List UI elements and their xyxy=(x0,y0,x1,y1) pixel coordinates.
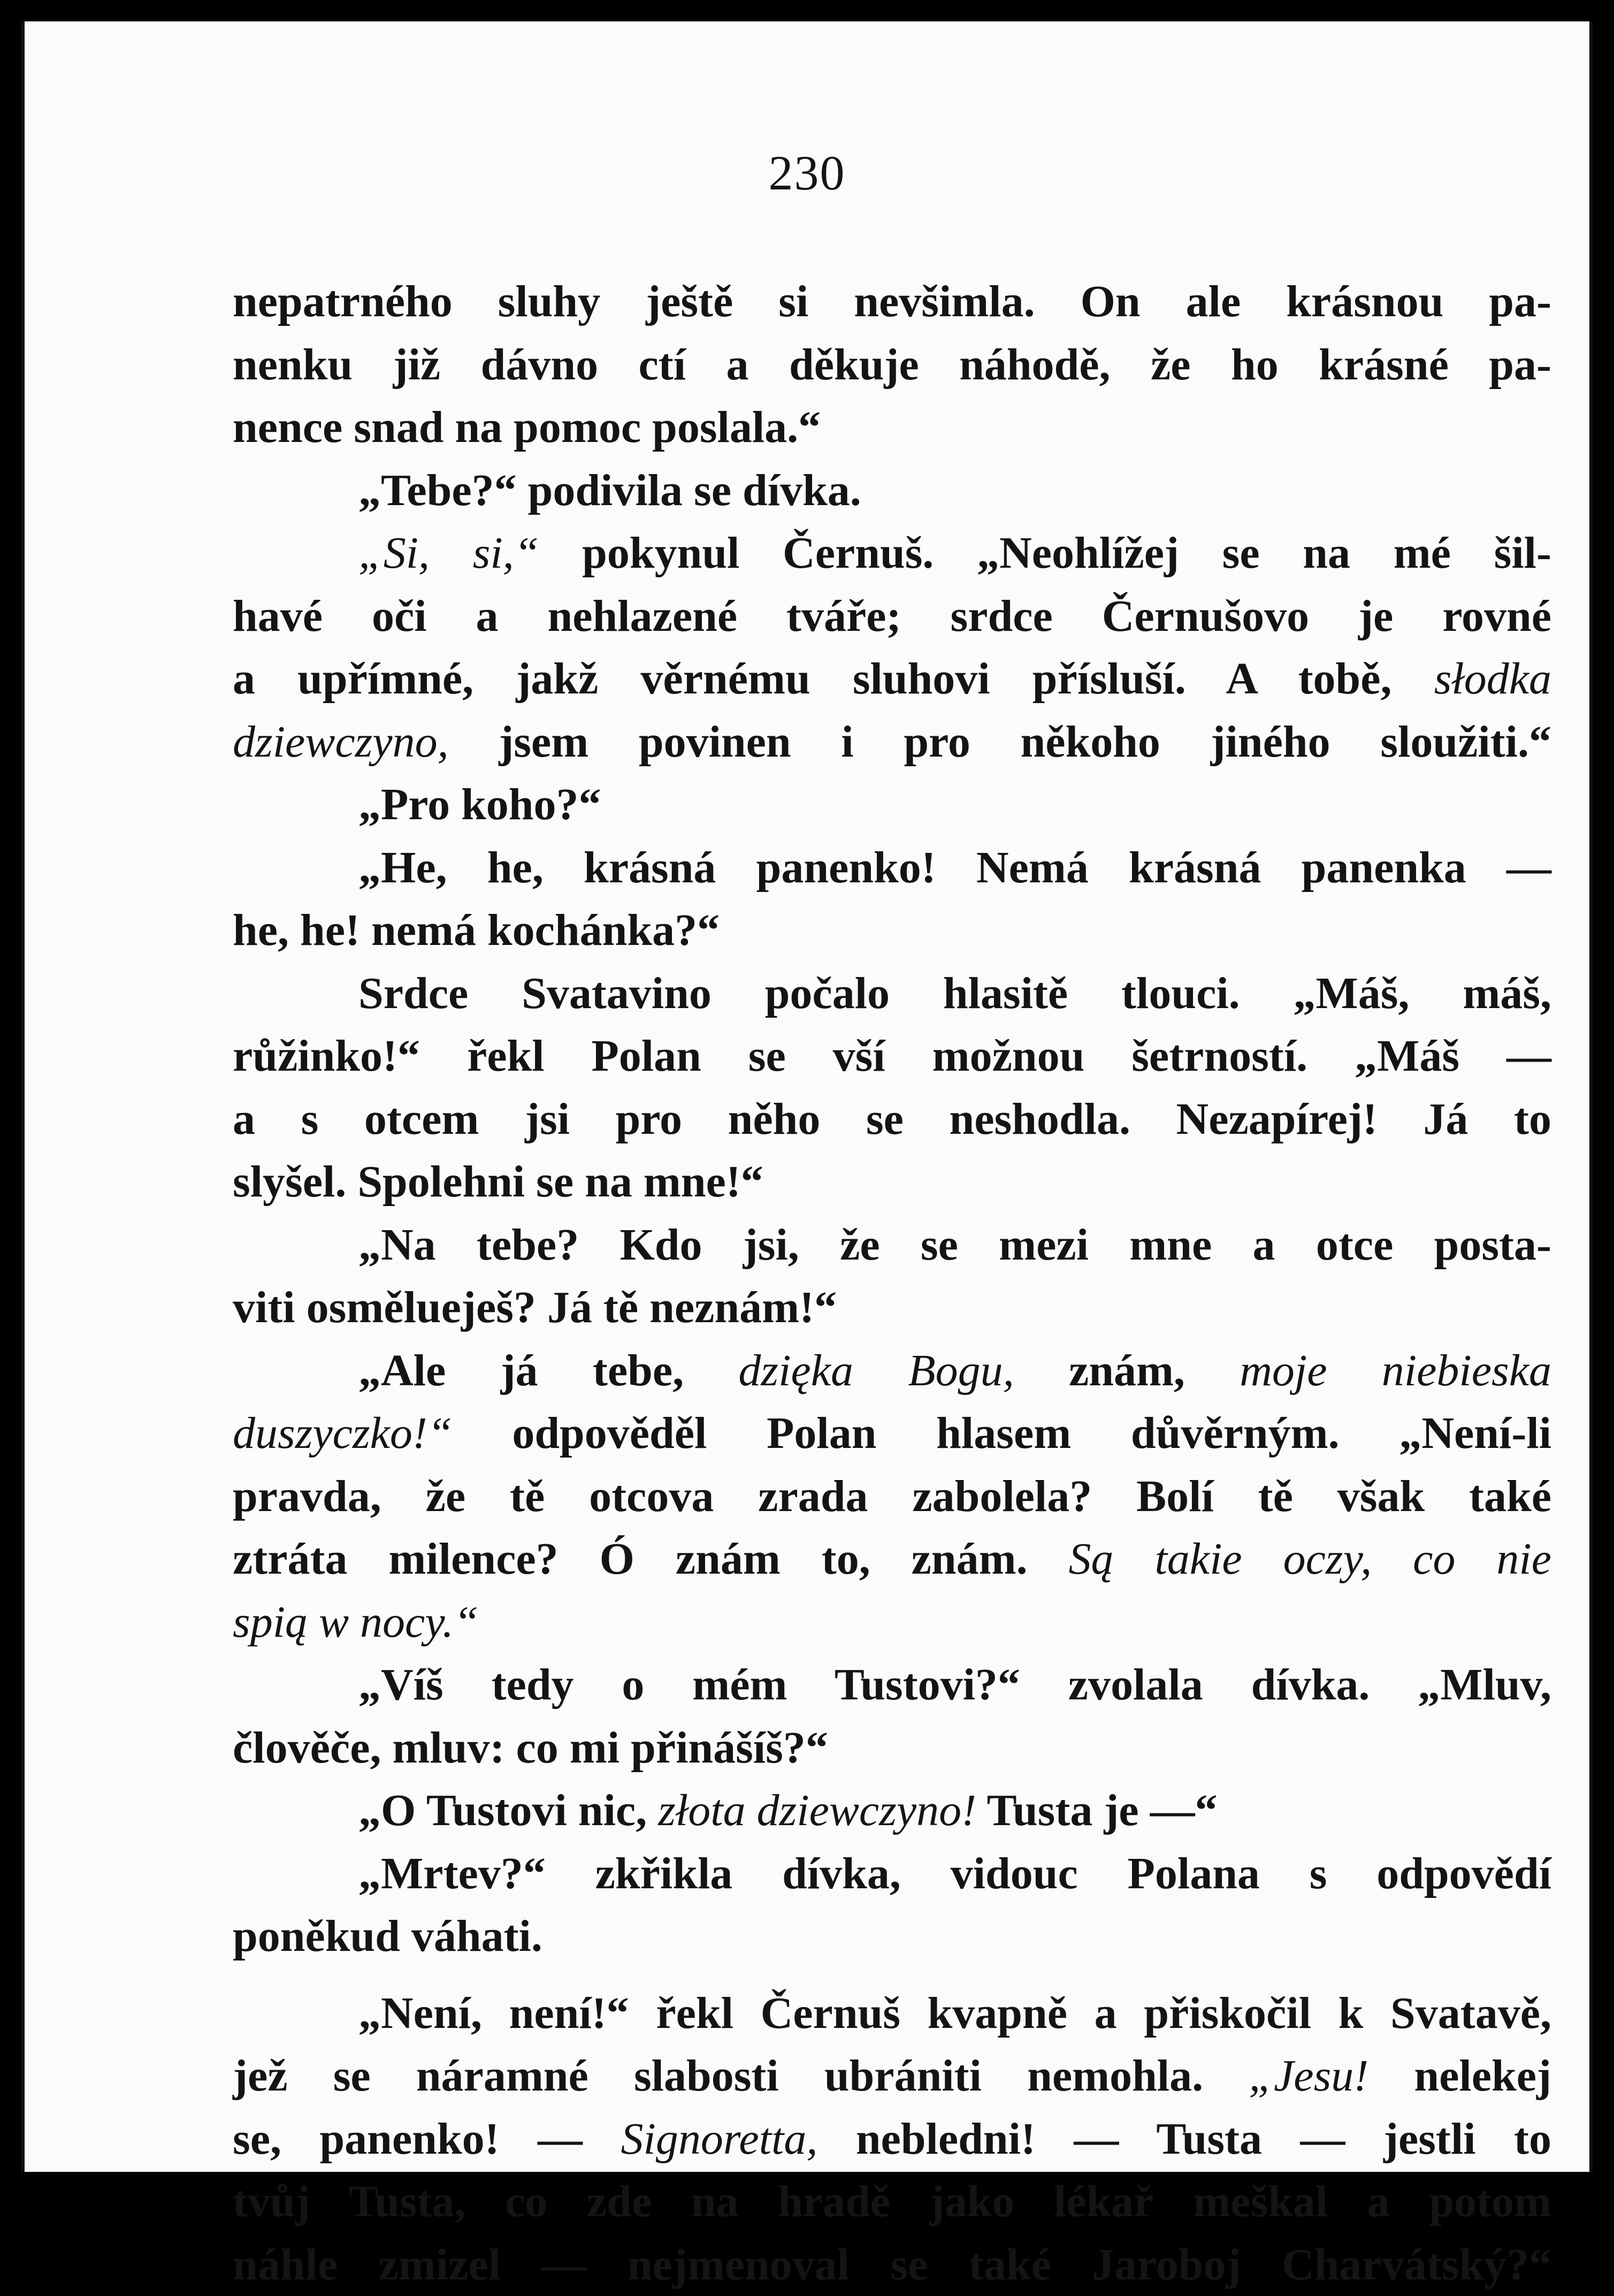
text-line: jež se náramné slabosti ubrániti nemohla. „Jesu! nelekej xyxy=(233,2045,1551,2108)
text-line: člověče, mluv: co mi přinášíš?“ xyxy=(233,1717,1551,1780)
text-line: havé oči a nehlazené tváře; srdce Černušovo je rovné xyxy=(233,585,1551,648)
text-line: „Pro koho?“ xyxy=(233,773,1551,836)
text-line: „Mrtev?“ zkřikla dívka, vidouc Polana s odpovědí xyxy=(233,1842,1551,1905)
text-line: „Na tebe? Kdo jsi, že se mezi mne a otce posta- xyxy=(233,1214,1551,1277)
text-line: tvůj Tusta, co zde na hradě jako lékař meškal a potom xyxy=(233,2170,1551,2233)
text-line: he, he! nemá kochánka?“ xyxy=(233,899,1551,962)
text-line: spią w nocy.“ xyxy=(233,1591,1551,1654)
text-line: a s otcem jsi pro něho se neshodla. Nezapírej! Já to xyxy=(233,1088,1551,1151)
text-line: slyšel. Spolehni se na mne!“ xyxy=(233,1150,1551,1214)
text-line: „Tebe?“ podivila se dívka. xyxy=(233,459,1551,522)
text-line: „Ale já tebe, dzięka Bogu, znám, moje niebieska xyxy=(233,1339,1551,1402)
page-number: 230 xyxy=(21,144,1593,201)
text-line: se, panenko! — Signoretta, nebledni! — Tusta — jestli to xyxy=(233,2108,1551,2171)
text-line: duszyczko!“ odpověděl Polan hlasem důvěrným. „Není-li xyxy=(233,1402,1551,1465)
text-line: růžinko!“ řekl Polan se vší možnou šetrností. „Máš — xyxy=(233,1025,1551,1088)
page-right-border xyxy=(1589,21,1593,2172)
text-line: „Není, není!“ řekl Černuš kvapně a přiskočil k Svatavě, xyxy=(233,1982,1551,2045)
text-line: „Si, si,“ pokynul Černuš. „Neohlížej se na mé šil- xyxy=(233,522,1551,585)
text-line: nence snad na pomoc poslala.“ xyxy=(233,396,1551,459)
text-line: a upřímné, jakž věrnému sluhovi přísluší. A tobě, słodka xyxy=(233,647,1551,711)
text-line: poněkud váhati. xyxy=(233,1905,1551,1968)
text-line: viti osmělueješ? Já tě neznám!“ xyxy=(233,1276,1551,1339)
text-line: „Víš tedy o mém Tustovi?“ zvolala dívka. „Mluv, xyxy=(233,1653,1551,1717)
book-page xyxy=(21,21,1593,2172)
page-left-border xyxy=(21,21,25,2172)
text-line: nepatrného sluhy ještě si nevšimla. On ale krásnou pa- xyxy=(233,270,1551,333)
text-line: pravda, že tě otcova zrada zabolela? Bolí tě však také xyxy=(233,1465,1551,1528)
text-line: dziewczyno, jsem povinen i pro někoho jiného sloužiti.“ xyxy=(233,711,1551,774)
text-line: Srdce Svatavino počalo hlasitě tlouci. „Máš, máš, xyxy=(233,962,1551,1025)
page-text xyxy=(233,270,1551,2296)
text-line: ztráta milence? Ó znám to, znám. Są takie oczy, co nie xyxy=(233,1528,1551,1591)
text-line: náhle zmizel — nejmenoval se také Jaroboj Charvátský?“ xyxy=(233,2233,1551,2296)
text-line: „He, he, krásná panenko! Nemá krásná panenka — xyxy=(233,836,1551,899)
text-line: „O Tustovi nic, złota dziewczyno! Tusta je —“ xyxy=(233,1779,1551,1842)
text-line: nenku již dávno ctí a děkuje náhodě, že ho krásné pa- xyxy=(233,333,1551,396)
